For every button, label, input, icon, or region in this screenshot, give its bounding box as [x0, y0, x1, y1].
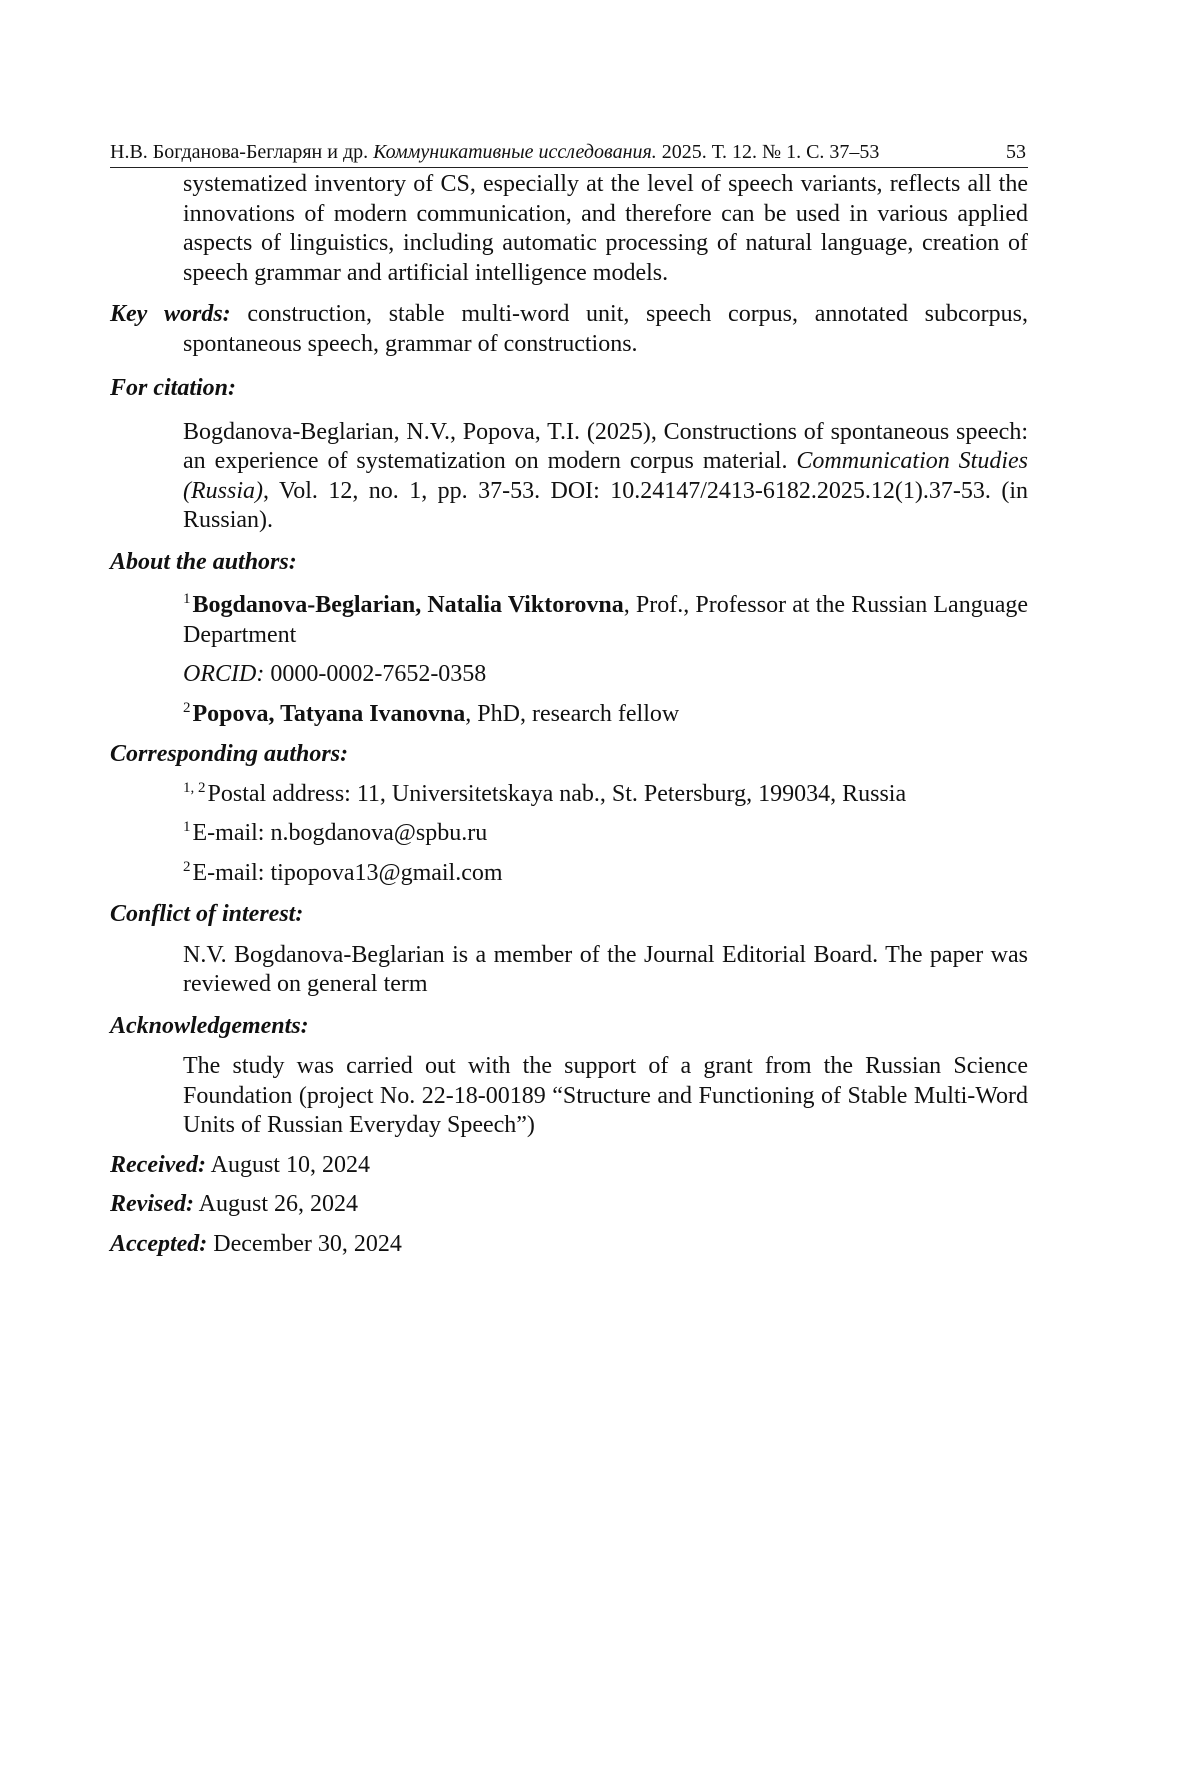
keywords-text: construction, stable multi-word unit, speech corpus, annotated subcorpus, spontaneous speech, grammar of constructions. — [183, 301, 1029, 357]
page-number: 53 — [1006, 141, 1026, 163]
email-1: $^1$E-mail: n.bogdanova@spbu.ru — [183, 819, 488, 846]
header-citation: Н.В. Богданова-Бегларян и др. Коммуникативные исследования. 2025. Т. 12. № 1. С. 37–53 — [110, 141, 880, 163]
page — [110, 140, 1028, 1259]
revised-date: Revised: August 26, 2024 — [110, 1191, 358, 1217]
author-1-name: Bogdanova-Beglarian, Natalia Viktorovna — [192, 592, 624, 618]
author-2: $^2$Popova, Tatyana Ivanovna, PhD, research fellow — [183, 699, 680, 727]
keywords — [110, 300, 1028, 359]
conflict-heading: Conflict of interest: — [110, 901, 304, 927]
keywords-label: Key words: — [110, 301, 231, 327]
acknowledgements-heading: Acknowledgements: — [110, 1012, 309, 1039]
author-2-sup: 2 — [183, 699, 191, 716]
orcid-value: 0000-0002-7652-0358 — [270, 661, 487, 687]
author-1-sup: 1 — [183, 591, 191, 607]
accepted-date: Accepted: December 30, 2024 — [110, 1230, 402, 1257]
abstract-continuation: systematized inventory of CS, especially at the level of speech variants, reflects all the innovations of modern communication, and therefore can be used in various applied aspects of linguistics, including automatic processing of natural language, creation of speech grammar and artificial intelligence models. — [183, 171, 1028, 286]
header-journal: Коммуникативные исследования. — [373, 141, 657, 163]
citation-text: Bogdanova-Beglarian, N.V., Popova, T.I. (2025), Constructions of spontaneous speech: an experience of systematization on modern corpus material. Communication Studies (Russia), Vol. 12, no. 1, pp. 37-53. DOI: 10.24147/2413-6182.2025.12(1).37-53. (in Russian). — [183, 418, 1029, 533]
author-1: $^1$Bogdanova-Beglarian, Natalia Viktorovna, Prof., Professor at the Russian Language Department — [183, 591, 1028, 648]
citation-heading: For citation: — [110, 375, 237, 401]
conflict-text: N.V. Bogdanova-Beglarian is a member of the Journal Editorial Board. The paper was reviewed on general term — [183, 941, 1028, 997]
corresponding-heading: Corresponding authors: — [110, 741, 349, 767]
orcid — [183, 660, 1028, 690]
authors-heading: About the authors: — [110, 548, 297, 575]
orcid-label: ORCID: — [183, 661, 265, 687]
citation-journal: Communication Studies (Russia) — [183, 448, 1029, 504]
author-2-name: Popova, Tatyana Ivanovna — [192, 700, 466, 727]
running-header — [110, 140, 1028, 168]
postal-address: $^{1, 2}$Postal address: 11, Universitetskaya nab., St. Petersburg, 199034, Russia — [183, 779, 907, 807]
email-2: $^2$E-mail: tipopova13@gmail.com — [183, 858, 503, 886]
acknowledgements-text: The study was carried out with the support of a grant from the Russian Science Foundation (project No. 22-18-00189 “Structure and Functioning of Stable Multi-Word Units of Russian Everyday Speech”) — [183, 1053, 1028, 1138]
received-date: Received: August 10, 2024 — [110, 1151, 370, 1178]
